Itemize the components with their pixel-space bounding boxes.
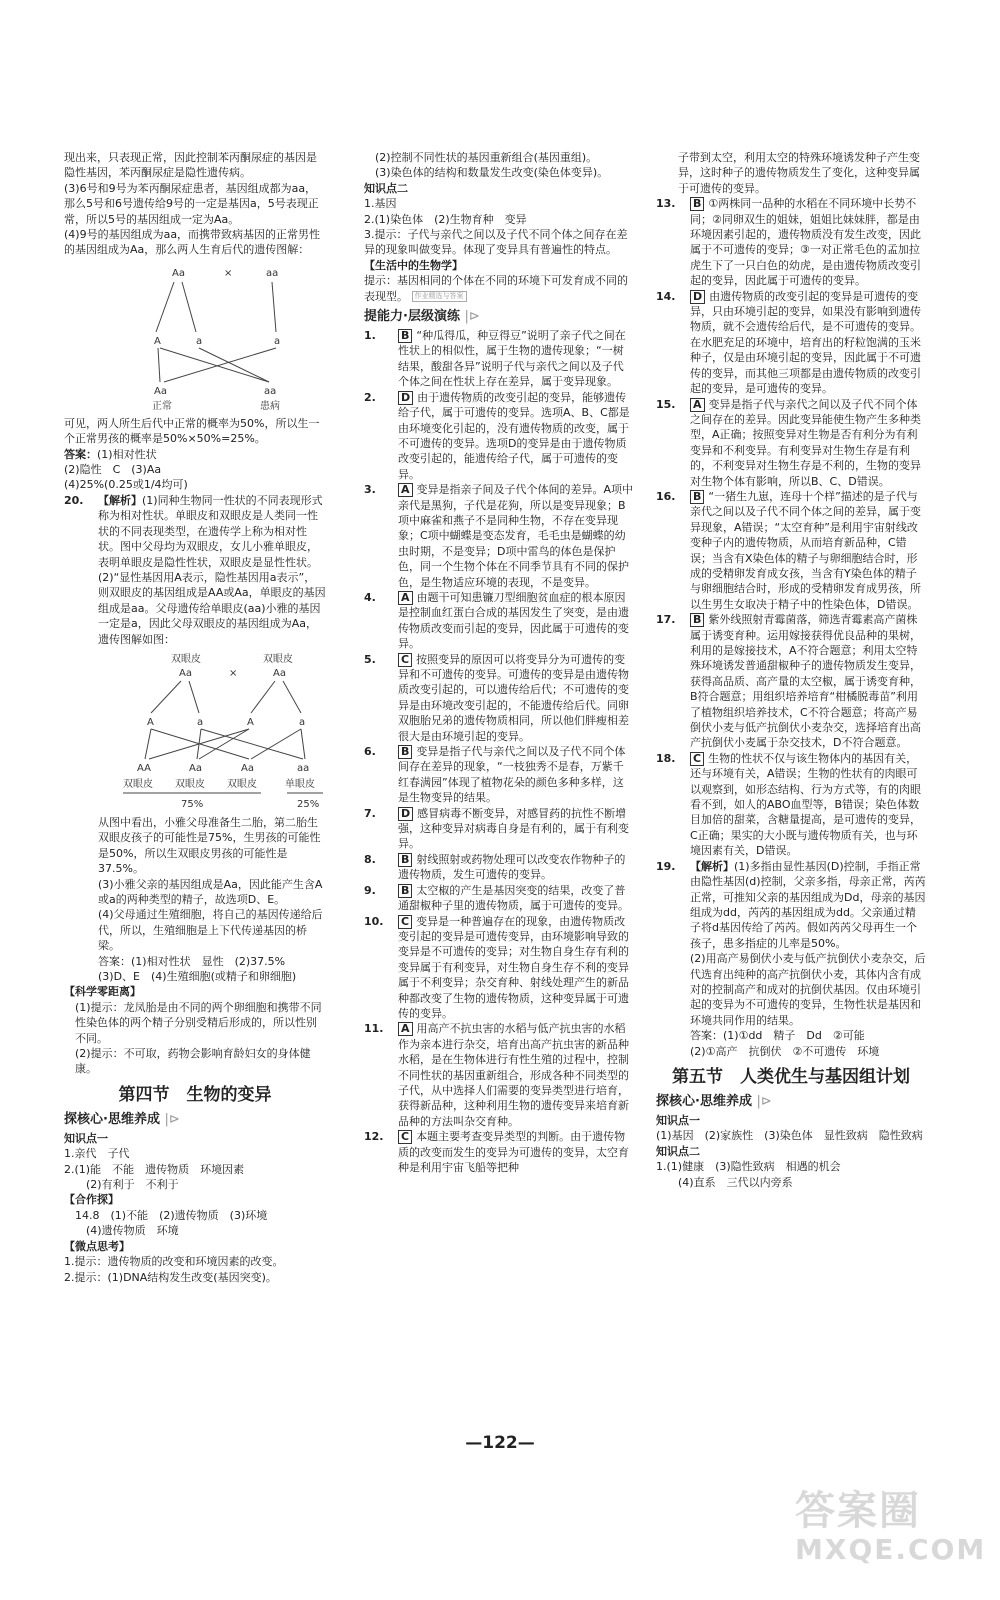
offspring-label: Aa bbox=[189, 762, 202, 774]
phenotype-label: 正常 bbox=[152, 400, 172, 412]
answer-choice: D bbox=[690, 290, 705, 304]
paragraph: 可见，两人所生后代中正常的概率为50%，所以生一个正常男孩的概率是50%×50%=25%。 bbox=[64, 416, 320, 446]
question-number: 3. bbox=[364, 483, 376, 497]
answer-text: (2)有利于 不利于 bbox=[86, 1178, 179, 1192]
question-item bbox=[364, 1129, 634, 1175]
diagram-line bbox=[199, 729, 249, 759]
explanation-text: 本题主要考查变异类型的判断。由于遗传物质的改变而发生的变异为可遗传的变异，太空育种是利用宇宙飞船等把种 bbox=[398, 1130, 629, 1174]
question-item bbox=[656, 397, 926, 489]
phenotype-label: 双眼皮 bbox=[263, 653, 293, 665]
answer-choice: C bbox=[398, 653, 412, 667]
column-2 bbox=[364, 150, 634, 1175]
paragraph: (1)多指由显性基因(D)控制，手指正常由隐性基因(d)控制，父亲多指，母亲正常，芮芮正常，可推知父亲的基因组成为Dd，母亲的基因组成为dd，芮芮的基因组成为dd。父亲通过精子将d基因传给了芮芮。假如芮芮父母再生一个孩子，患多指症的儿率是50%。 bbox=[690, 859, 926, 950]
knowledge-point-title: 知识点一 bbox=[64, 1131, 108, 1145]
gamete-label: A bbox=[154, 335, 161, 347]
paragraph: 现出来，只表现正常，因此控制苯丙酮尿症的基因是隐性基因，苯丙酮尿症是隐性遗传病。 bbox=[64, 151, 317, 180]
question-number: 10. bbox=[364, 914, 384, 928]
question-item bbox=[364, 914, 634, 1022]
question-number: 13. bbox=[656, 197, 676, 211]
inheritance-diagram-2 bbox=[98, 651, 360, 811]
analysis-tag: 【解析】 bbox=[690, 859, 734, 873]
question-item bbox=[364, 590, 634, 652]
question-item bbox=[656, 289, 926, 397]
explanation-text: 变异是指子代与亲代之间以及子代不同个体间存在差异的现象，“一枝独秀不是春，万紫千红春满园”体现了植物花朵的颜色多种多样，这是生物变异的结果。 bbox=[398, 745, 626, 805]
question-number: 17. bbox=[656, 613, 676, 627]
gamete-label: a bbox=[196, 335, 203, 347]
section-tag: 【合作探】 bbox=[64, 1193, 119, 1207]
explanation-text: 按照变异的原因可以将变异分为可遗传的变异和不可遗传的变异。可遗传的变异是由遗传物质改变引起的，可以遗传给后代；不可遗传的变异是由环境改变引起的，不能遗传给后代。同卵双胞胎兄弟的遗传物质相同，所以他们胖瘦相差很大是由环境引起的变异。 bbox=[398, 652, 629, 743]
offspring-label: Aa bbox=[154, 385, 167, 397]
watermark-site-text: MXQE.COM bbox=[795, 1533, 987, 1566]
paragraph bbox=[364, 273, 634, 304]
explanation-text: 变异是指亲子间及子代个体间的差异。A项中亲代是黑狗，子代是花狗，所以是变异现象；B项中麻雀和燕子不是同种生物，不存在变异现象；C项中蝴蝶是变态发育，毛毛虫是蝴蝶的幼虫时期，不是变异；D项中雷鸟的体色是保护色，同一个生物个体在不同季节具有不同的保护色，是生物适应环境的表现，不是变异。 bbox=[398, 483, 634, 589]
answer-choice: B bbox=[690, 197, 704, 211]
question-item bbox=[364, 1021, 634, 1129]
page-number: —122— bbox=[465, 1433, 535, 1453]
answer-choice: B bbox=[398, 329, 412, 343]
answer-text: 1.(1)健康 (3)隐性致病 相遇的机会 bbox=[656, 1160, 841, 1174]
answer-stamp: 作业精选与答案 bbox=[412, 291, 467, 302]
ratio-label: 25% bbox=[297, 798, 320, 810]
question-item bbox=[656, 751, 926, 859]
diagram-line bbox=[189, 681, 199, 713]
column-1 bbox=[64, 150, 326, 1285]
analysis-tag: 【解析】 bbox=[98, 493, 142, 507]
question-item bbox=[364, 482, 634, 590]
paragraph: (1)提示：龙凤胎是由不同的两个卵细胞和携带不同性染色体的两个精子分别受精后形成的，所以性别不同。 bbox=[75, 1000, 322, 1045]
offspring-label: Aa bbox=[241, 762, 254, 774]
diagram-line bbox=[145, 729, 151, 759]
gamete-label: a bbox=[197, 716, 204, 728]
answer-text: 答案：(1)①dd 精子 Dd ②可能 bbox=[690, 1029, 865, 1043]
section-title: 第四节 生物的变异 bbox=[118, 1084, 272, 1105]
answer-choice: C bbox=[398, 915, 412, 929]
section-bar bbox=[64, 1111, 326, 1129]
answer-text: 答案：(1)相对性状 显性 (2)37.5% bbox=[98, 954, 286, 968]
diagram-line bbox=[272, 282, 276, 332]
cross-symbol: × bbox=[229, 667, 238, 679]
diagram-line bbox=[158, 348, 160, 382]
watermark-logo-text: 答案圈 bbox=[795, 1488, 921, 1534]
answer-text: 2.(1)染色体 (2)生物育种 变异 bbox=[364, 212, 527, 226]
diagram-line bbox=[251, 729, 301, 759]
section-bar-label: 探核心·思维养成 bbox=[656, 1093, 752, 1109]
question-number: 7. bbox=[364, 806, 376, 820]
cross-symbol: × bbox=[224, 267, 233, 279]
knowledge-point-title: 知识点二 bbox=[364, 181, 408, 195]
column-3 bbox=[656, 150, 926, 1190]
paragraph: (3)染色体的结构和数量发生改变(染色体变异)。 bbox=[375, 166, 609, 180]
question-item bbox=[364, 806, 634, 852]
answer-choice: A bbox=[398, 1022, 413, 1036]
explanation-text: ①两株同一品种的水稻在不同环境中长势不同；②同卵双生的姐妹，姐姐比妹妹胖，都是由环境因素引起的，遗传物质没有发生改变，因此属于不可遗传的变异；③一对正常毛色的孟加拉虎生下了一只白色的幼虎，是由遗传物质改变引起的变异，因此属于可遗传的变异。 bbox=[690, 197, 921, 288]
answer-choice: C bbox=[398, 1130, 412, 1144]
question-number: 11. bbox=[364, 1022, 384, 1036]
paragraph: (4)9号的基因组成为aa，而携带致病基因的正常男性的基因组成为Aa，那么两人生育后代的遗传图解： bbox=[64, 228, 321, 257]
question-list bbox=[364, 328, 634, 1175]
offspring-label: aa bbox=[297, 762, 310, 774]
offspring-label: AA bbox=[137, 762, 151, 774]
explanation-text: 变异是一种普遍存在的现象，由遗传物质改变引起的变异是可遗传变异，由环境影响导致的变异是不可遗传的变异；对生物自身生存有利的变异属于有利变异，对生物自身生存不利的变异属于不利变异；杂交育种、射线处理产生的新品种都改变了生物的遗传物质，这种变异属于可遗传的变异。 bbox=[398, 914, 629, 1020]
arrow-icon: |⊳ bbox=[164, 1111, 180, 1127]
question-item bbox=[656, 196, 926, 288]
phenotype-label: 双眼皮 bbox=[171, 653, 201, 665]
answer-text: (4)25%(0.25或1/4均可) bbox=[64, 478, 188, 492]
explanation-text: 由题干可知患镰刀型细胞贫血症的根本原因是控制血红蛋白合成的基因发生了突变，是由遗传物质改变而引起的变异，因此属于可遗传的变异。 bbox=[398, 590, 629, 651]
answer-choice: B bbox=[398, 884, 412, 898]
diagram-line bbox=[283, 681, 301, 713]
parent-label: Aa bbox=[273, 667, 286, 679]
answer-text: (1)相对性状 bbox=[97, 447, 157, 461]
answer-label: 答案： bbox=[64, 447, 97, 461]
paragraph: 子带到太空，利用太空的特殊环境诱发种子产生变异，这时种子的遗传物质发生了变化，这种变异属于可遗传的变异。 bbox=[678, 151, 920, 195]
answer-choice: B bbox=[398, 853, 412, 867]
section-bar bbox=[364, 308, 634, 326]
diagram-line bbox=[301, 729, 305, 759]
answer-choice: B bbox=[690, 613, 704, 627]
diagram-line bbox=[182, 282, 196, 332]
watermark-logo bbox=[795, 1488, 985, 1588]
question-item bbox=[364, 652, 634, 744]
question-number: 14. bbox=[656, 289, 676, 303]
answer-text: (2)隐性 C (3)Aa bbox=[64, 463, 162, 477]
section-tag: 【科学零距离】 bbox=[64, 985, 141, 999]
question-number: 2. bbox=[364, 390, 376, 404]
parent-label: Aa bbox=[172, 267, 185, 279]
knowledge-point-title: 知识点二 bbox=[656, 1144, 700, 1158]
section-bar-label: 提能力·层级演练 bbox=[364, 309, 460, 325]
question-item bbox=[364, 328, 634, 390]
answer-text: (2)①高产 抗倒伏 ②不可遗传 环境 bbox=[690, 1044, 880, 1058]
answer-choice: D bbox=[398, 391, 413, 405]
diagram-line bbox=[156, 282, 174, 332]
diagram-line bbox=[201, 729, 303, 759]
arrow-icon: |⊳ bbox=[464, 309, 480, 325]
gamete-label: A bbox=[247, 716, 254, 728]
answer-choice: C bbox=[690, 752, 704, 766]
answer-text: 1.提示：遗传物质的改变和环境因素的改变。 bbox=[64, 1255, 284, 1269]
gamete-label: a bbox=[299, 716, 306, 728]
arrow-icon: |⊳ bbox=[756, 1093, 772, 1109]
question-number: 20. bbox=[64, 493, 84, 507]
question-number: 9. bbox=[364, 883, 376, 897]
inheritance-diagram-1 bbox=[64, 262, 326, 412]
question-20 bbox=[64, 493, 326, 985]
answer-text: 14.8 (1)不能 (2)遗传物质 (3)环境 bbox=[75, 1208, 268, 1222]
question-number: 1. bbox=[364, 329, 376, 343]
question-number: 18. bbox=[656, 751, 676, 765]
section-title: 第五节 人类优生与基因组计划 bbox=[672, 1066, 910, 1087]
phenotype-label: 双眼皮 bbox=[123, 778, 153, 790]
paragraph: (2)“显性基因用A表示，隐性基因用a表示”，则双眼皮的基因组成是AA或Aa，单眼皮的基因组成是aa。父母遗传给单眼皮(aa)小雅的基因一定是a，因此父母双眼皮的基因组成为Aa，遗传图解如图： bbox=[98, 570, 326, 646]
knowledge-point-title: 知识点一 bbox=[656, 1113, 700, 1127]
ratio-label: 75% bbox=[181, 798, 204, 810]
answer-choice: B bbox=[690, 490, 704, 504]
answer-text: 1.亲代 子代 bbox=[64, 1147, 130, 1161]
paragraph: (2)用高产易倒伏小麦与低产抗倒伏小麦杂交，后代选育出纯种的高产抗倒伏小麦，其体内含有成对的控制高产和成对的抗倒伏基因。仅由环境引起的变异为不可遗传的变异，生物性状是基因和环境共同作用的结果。 bbox=[690, 952, 926, 1027]
question-item bbox=[364, 390, 634, 482]
gamete-label: A bbox=[147, 716, 154, 728]
parent-label: Aa bbox=[179, 667, 192, 679]
diagram-line bbox=[151, 681, 181, 713]
answer-text: 2.(1)能 不能 遗传物质 环境因素 bbox=[64, 1162, 245, 1176]
explanation-text: 变异是指子代与亲代之间以及子代不同个体之间存在的差异。因此变异能使生物产生多种类型，A正确；按照变异对生物是否有利分为有利变异和不利变异。有利变异对生物生存是有利的，不利变异对生物生存是不利的，生物的变异对生物个体有影响，所以B、C、D错误。 bbox=[690, 397, 921, 488]
question-number: 15. bbox=[656, 397, 676, 411]
answer-text: 1.基因 bbox=[364, 197, 397, 211]
section-bar bbox=[656, 1093, 926, 1111]
answer-text: (4)直系 三代以内旁系 bbox=[678, 1175, 793, 1189]
question-item bbox=[656, 489, 926, 612]
section-tag: 【微点思考】 bbox=[64, 1239, 130, 1253]
question-item bbox=[364, 883, 634, 914]
explanation-text: 紫外线照射青霉菌落，筛选青霉素高产菌株属于诱变育种。运用嫁接获得优良品种的果树，利用的是嫁接技术，A不符合题意；利用太空特殊环境诱发普通甜椒种子的遗传物质发生变异，获得高品质、高产量的太空椒，属于诱变育种，B符合题意；用组织培养培育“柑橘脱毒苗”利用了植物组织培养技术，C不符合题意；将高产易倒伏小麦与低产抗倒伏小麦杂交，选择培育出高产抗倒伏小麦属于杂交技术，D不符合题意。 bbox=[690, 613, 921, 750]
question-number: 19. bbox=[656, 859, 676, 873]
section-bar-label: 探核心·思维养成 bbox=[64, 1111, 160, 1127]
offspring-label: aa bbox=[264, 385, 277, 397]
question-number: 16. bbox=[656, 489, 676, 503]
question-19 bbox=[656, 859, 926, 1059]
answer-choice: A bbox=[398, 483, 413, 497]
answer-choice: D bbox=[398, 807, 413, 821]
answer-text: (3)D、E (4)生殖细胞(或精子和卵细胞) bbox=[98, 970, 297, 983]
question-list bbox=[656, 196, 926, 858]
explanation-text: 生物的性状不仅与该生物体内的基因有关，还与环境有关，A错误；生物的性状有的肉眼可以观察到，如形态结构、行为方式等，有的肉眼看不到，如人的ABO血型等，B错误；染色体数目加倍的甜菜，含糖量提高，是可遗传的变异，C正确；果实的大小既与遗传物质有关，也与环境因素有关，D错误。 bbox=[690, 751, 921, 858]
phenotype-label: 双眼皮 bbox=[175, 778, 205, 790]
section-tag: 【生活中的生物学】 bbox=[364, 258, 463, 272]
explanation-text: 太空椒的产生是基因突变的结果，改变了普通甜椒种子里的遗传物质，属于可遗传的变异。 bbox=[398, 883, 629, 913]
phenotype-label: 患病 bbox=[260, 400, 280, 412]
phenotype-label: 双眼皮 bbox=[227, 778, 257, 790]
gamete-label: a bbox=[274, 335, 281, 347]
explanation-text: 用高产不抗虫害的水稻与低产抗虫害的水稻作为亲本进行杂交，培育出高产抗虫害的新品种水稻，是在生物体进行有性生殖的过程中，控制不同性状的基因重新组合，形成各种不同类型的子代，从中选择人们需要的变异类型进行培育，获得新品种，这种利用生物的遗传变异来培育新品种的方法叫杂交育种。 bbox=[398, 1022, 629, 1128]
explanation-text: 射线照射或药物处理可以改变农作物种子的遗传物质，发生可遗传的变异。 bbox=[398, 852, 626, 882]
paragraph-text: 提示：基因相同的个体在不同的环境下可发育成不同的表现型。 bbox=[364, 274, 628, 303]
answer-choice: A bbox=[398, 591, 413, 605]
explanation-text: 感冒病毒不断变异，对感冒药的抗性不断增强，这种变异对病毒自身是有利的，属于有利变异。 bbox=[398, 806, 629, 851]
paragraph: (1)同种生物同一性状的不同表现形式称为相对性状。单眼皮和双眼皮是人类同一性状的不同表现类型，在遗传学上称为相对性状。图中父母均为双眼皮，女儿小雅单眼皮，表明单眼皮是隐性性状，双眼皮是显性性状。 bbox=[98, 493, 323, 569]
question-number: 5. bbox=[364, 652, 376, 666]
parent-label: aa bbox=[266, 267, 279, 279]
phenotype-label: 单眼皮 bbox=[285, 778, 315, 790]
explanation-text: “种瓜得瓜，种豆得豆”说明了亲子代之间在性状上的相似性，属于生物的遗传现象；“一树结果，酸甜各异”说明子代与亲代之间以及子代个体之间在性状上存在差异，属于变异现象。 bbox=[398, 329, 626, 389]
question-number: 12. bbox=[364, 1130, 384, 1144]
answer-choice: B bbox=[398, 745, 412, 759]
explanation-text: 由于遗传物质的改变引起的变异，能够遗传给子代，属于可遗传的变异。选项A、B、C都是由环境变化引起的，没有遗传物质的改变，属于不可遗传的变异。选项D的变异是由于遗传物质改变引起的，能遗传给子代，属于可遗传的变异。 bbox=[398, 390, 630, 481]
diagram-line bbox=[251, 681, 275, 713]
paragraph: (3)小雅父亲的基因组成是Aa，因此能产生含A或a的两种类型的精子，故选项D、E。 bbox=[98, 877, 323, 906]
question-item bbox=[364, 744, 634, 806]
question-number: 8. bbox=[364, 852, 376, 866]
paragraph: (2)控制不同性状的基因重新组合(基因重组)。 bbox=[375, 151, 598, 164]
paragraph: 从图中看出，小雅父母准备生二胎，第二胎生双眼皮孩子的可能性是75%，生男孩的可能性是50%，所以生双眼皮男孩的可能性是37.5%。 bbox=[98, 815, 321, 876]
question-number: 6. bbox=[364, 745, 376, 759]
explanation-text: 由遗传物质的改变引起的变异是可遗传的变异，只由环境引起的变异，如果没有影响到遗传物质，就不会遗传给后代，是不可遗传的变异。在水肥充足的环境中，培育出的籽粒饱满的玉米种子，仅是由环境引起的变异，因此属于不可遗传的变异，而其他三项都是由遗传物质的改变引起的变异，是可遗传的变异。 bbox=[690, 289, 921, 396]
question-item bbox=[656, 612, 926, 751]
question-number: 4. bbox=[364, 590, 376, 604]
answer-text: (4)遗传物质 环境 bbox=[86, 1224, 179, 1238]
paragraph: (4)父母通过生殖细胞，将自己的基因传递给后代，所以，生殖细胞是上下代传递基因的桥梁。 bbox=[98, 908, 323, 953]
paragraph: (2)提示：不可取，药物会影响育龄妇女的身体健康。 bbox=[75, 1047, 311, 1076]
answer-text: 2.提示：(1)DNA结构发生改变(基因突变)。 bbox=[64, 1270, 277, 1284]
answer-choice: A bbox=[690, 398, 705, 412]
answer-text: 3.提示：子代与亲代之间以及子代不同个体之间存在差异的现象叫做变异。体现了变异具有普遍性的特点。 bbox=[364, 228, 628, 257]
question-item bbox=[364, 852, 634, 883]
explanation-text: “一猪生九崽，连母十个样”描述的是子代与亲代之间以及子代不同个体之间的差异，属于变异现象，A错误；“太空育种”是利用宇宙射线改变种子内的遗传物质，从而培育新品种，C错误；当含有X染色体的精子与卵细胞结合时，形成的受精卵发育成女孩，当含有Y染色体的精子与卵细胞结合时，形成的受精卵发育成男孩，所以生男生女取决于精子中的性染色体，D错误。 bbox=[690, 489, 921, 611]
diagram-line bbox=[160, 348, 269, 382]
answer-text: (1)基因 (2)家族性 (3)染色体 显性致病 隐性致病 bbox=[656, 1129, 923, 1143]
paragraph: (3)6号和9号为苯丙酮尿症患者，基因组成都为aa，那么5号和6号遗传给9号的一定是基因a，5号表现正常，所以5号的基因组成一定为Aa。 bbox=[64, 181, 319, 226]
